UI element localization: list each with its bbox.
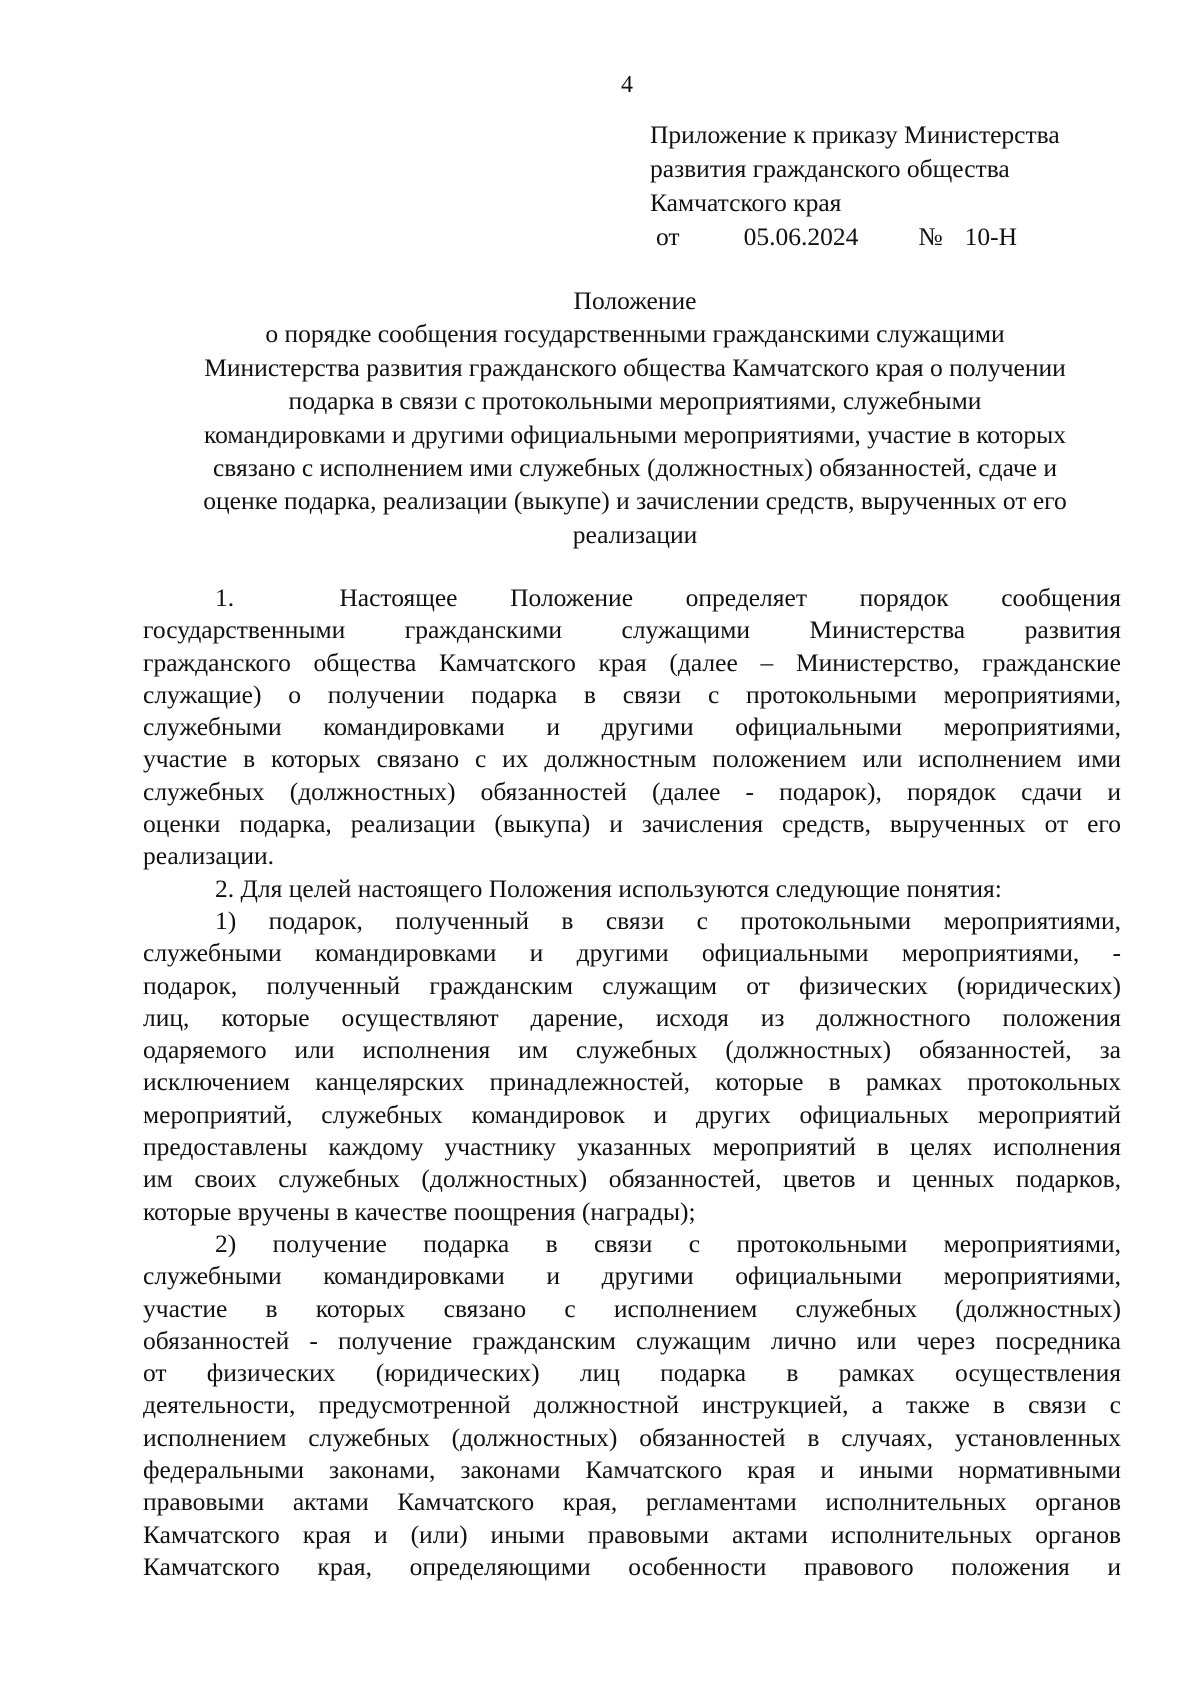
body-line: деятельности, предусмотренной должностной инструкцией, а также в связи с	[143, 1390, 1121, 1420]
title-line: Положение	[573, 286, 697, 315]
appendix-line: Приложение к приказу Министерства	[650, 120, 1060, 149]
appendix-line: Камчатского края	[650, 188, 842, 217]
order-number: 10-Н	[964, 222, 1018, 251]
body-line: 1. Настоящее Положение определяет порядок сообщения	[215, 583, 1121, 612]
order-from-label: от	[656, 222, 680, 251]
body-line: реализации.	[143, 841, 274, 871]
body-line: от физических (юридических) лиц подарка в рамках осуществления	[143, 1358, 1121, 1388]
body-line: федеральными законами, законами Камчатского края и иными нормативными	[143, 1455, 1121, 1485]
appendix-line: развития гражданского общества	[650, 154, 1010, 183]
body-line: оценки подарка, реализации (выкупа) и зачисления средств, вырученных от его	[143, 809, 1121, 839]
body-line: подарок, полученный гражданским служащим от физических (юридических)	[143, 970, 1121, 1000]
body-line: 2) получение подарка в связи с протокольными мероприятиями,	[215, 1228, 1121, 1258]
title-line: связано с исполнением ими служебных (должностных) обязанностей, сдаче и	[212, 453, 1058, 483]
title-line: подарка в связи с протокольными мероприятиями, служебными	[288, 386, 982, 416]
title-line: командировками и другими официальными мероприятиями, участие в которых	[204, 419, 1066, 449]
body-line: служебными командировками и другими официальными мероприятиями, -	[143, 938, 1121, 968]
body-line: участие в которых связано с их должностным положением или исполнением ими	[143, 744, 1121, 774]
body-line: участие в которых связано с исполнением служебных (должностных)	[143, 1293, 1121, 1323]
title-line: оценке подарка, реализации (выкупе) и зачислении средств, вырученных от его	[203, 486, 1067, 516]
body-line: лиц, которые осуществляют дарение, исходя из должностного положения	[143, 1002, 1121, 1032]
order-date: 05.06.2024	[743, 222, 859, 251]
body-line: гражданского общества Камчатского края (далее – Министерство, гражданские	[143, 647, 1121, 677]
body-line: исполнением служебных (должностных) обязанностей в случаях, установленных	[143, 1422, 1121, 1452]
title-line: о порядке сообщения государственными гражданскими служащими	[265, 319, 1005, 349]
body-line: служебными командировками и другими официальными мероприятиями,	[143, 712, 1121, 742]
page-number: 4	[621, 72, 633, 98]
body-line: им своих служебных (должностных) обязанностей, цветов и ценных подарков,	[143, 1164, 1121, 1194]
document-body	[143, 582, 1121, 1583]
body-line: Камчатского края и (или) иными правовыми актами исполнительных органов	[143, 1519, 1121, 1549]
title-line: Министерства развития гражданского общества Камчатского края о получении	[204, 352, 1066, 382]
body-line: правовыми актами Камчатского края, регламентами исполнительных органов	[143, 1487, 1121, 1517]
body-line: служебных (должностных) обязанностей (далее - подарок), порядок сдачи и	[143, 776, 1121, 806]
body-line: 1) подарок, полученный в связи с протокольными мероприятиями,	[215, 905, 1121, 935]
body-line: одаряемого или исполнения им служебных (должностных) обязанностей, за	[143, 1035, 1121, 1065]
order-reference	[650, 220, 1060, 254]
body-line: обязанностей - получение гражданским служащим лично или через посредника	[143, 1325, 1121, 1355]
body-line: служащие) о получении подарка в связи с протокольными мероприятиями,	[143, 679, 1121, 709]
body-line: мероприятий, служебных командировок и других официальных мероприятий	[143, 1099, 1121, 1129]
document-title	[140, 284, 1130, 551]
appendix-header	[650, 118, 1060, 254]
title-line: реализации	[572, 519, 698, 549]
body-line: которые вручены в качестве поощрения (награды);	[143, 1196, 696, 1226]
body-line: 2. Для целей настоящего Положения используются следующие понятия:	[215, 873, 1002, 903]
body-line: государственными гражданскими служащими Министерства развития	[143, 615, 1121, 645]
body-line: служебными командировками и другими официальными мероприятиями,	[143, 1261, 1121, 1291]
order-number-sign: №	[918, 222, 943, 251]
body-line: предоставлены каждому участнику указанных мероприятий в целях исполнения	[143, 1132, 1121, 1162]
body-line: исключением канцелярских принадлежностей, которые в рамках протокольных	[143, 1067, 1121, 1097]
body-line: Камчатского края, определяющими особенности правового положения и	[143, 1551, 1121, 1581]
